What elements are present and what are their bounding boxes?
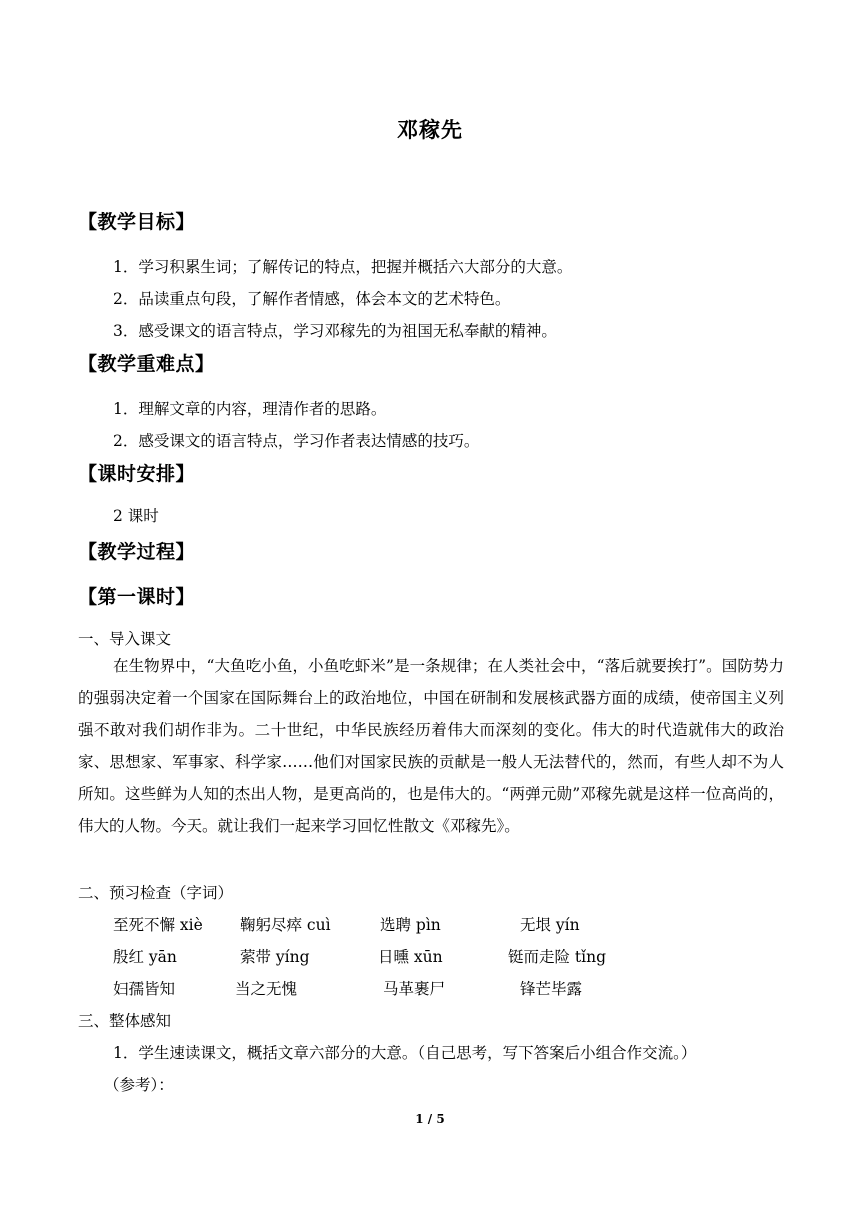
vocab-word: 铤而走险 tǐng xyxy=(508,948,607,966)
part3-reference: （参考）： xyxy=(104,1076,174,1094)
vocab-word: 殷红 yān xyxy=(113,948,177,966)
part3-heading: 三、整体感知 xyxy=(78,1012,172,1030)
vocab-word: 至死不懈 xiè xyxy=(113,916,203,934)
page-number: 1 / 5 xyxy=(415,1112,445,1126)
vocab-word: 马革裹尸 xyxy=(383,980,446,998)
vocab-word: 当之无愧 xyxy=(235,980,298,998)
vocab-word: 鞠躬尽瘁 cuì xyxy=(240,916,331,934)
vocab-word: 锋芒毕露 xyxy=(520,980,583,998)
part2-heading: 二、预习检查（字词） xyxy=(78,884,234,902)
part1-heading: 一、导入课文 xyxy=(78,630,172,648)
part3-item-1: 1．学生速读课文，概括文章六部分的大意。（自己思考，写下答案后小组合作交流。） xyxy=(113,1044,697,1062)
vocab-word: 日曛 xūn xyxy=(378,948,443,966)
heading-schedule: 【课时安排】 xyxy=(78,463,196,485)
intro-paragraph: 在生物界中，“大鱼吃小鱼，小鱼吃虾米”是一条规律；在人类社会中，“落后就要挨打”。国防势力的强弱决定着一个国家在国际舞台上的政治地位，中国在研制和发展核武器方面的成绩，使帝国主义列强不敢对我们胡作非为。二十世纪，中华民族经历着伟大而深刻的变化。伟大的时代造就伟大的政治家、思想家、军事家、科学家……他们对国家民族的贡献是一般人无法替代的，然而，有些人却不为人所知。这些鲜为人知的杰出人物，是更高尚的，也是伟大的。“两弹元勋”邓稼先就是这样一位高尚的，伟大的人物。今天。就让我们一起来学习回忆性散文《邓稼先》。 xyxy=(78,657,784,835)
goal-item-2: 2．品读重点句段，了解作者情感，体会本文的艺术特色。 xyxy=(113,290,511,308)
heading-teaching-goals: 【教学目标】 xyxy=(78,211,196,233)
heading-process: 【教学过程】 xyxy=(78,541,196,563)
vocab-word: 妇孺皆知 xyxy=(113,980,176,998)
heading-key-points: 【教学重难点】 xyxy=(78,353,215,375)
key-point-item-1: 1．理解文章的内容，理清作者的思路。 xyxy=(113,400,387,418)
schedule-text: 2 课时 xyxy=(113,507,159,525)
page-title: 邓稼先 xyxy=(397,118,463,142)
vocab-word: 选聘 pìn xyxy=(380,916,441,934)
vocab-word: 萦带 yíng xyxy=(240,948,310,966)
goal-item-3: 3．感受课文的语言特点，学习邓稼先的为祖国无私奉献的精神。 xyxy=(113,322,557,340)
vocab-word: 无垠 yín xyxy=(520,916,580,934)
heading-lesson-1: 【第一课时】 xyxy=(78,586,196,608)
goal-item-1: 1．学习积累生词；了解传记的特点，把握并概括六大部分的大意。 xyxy=(113,258,573,276)
key-point-item-2: 2．感受课文的语言特点，学习作者表达情感的技巧。 xyxy=(113,432,480,450)
